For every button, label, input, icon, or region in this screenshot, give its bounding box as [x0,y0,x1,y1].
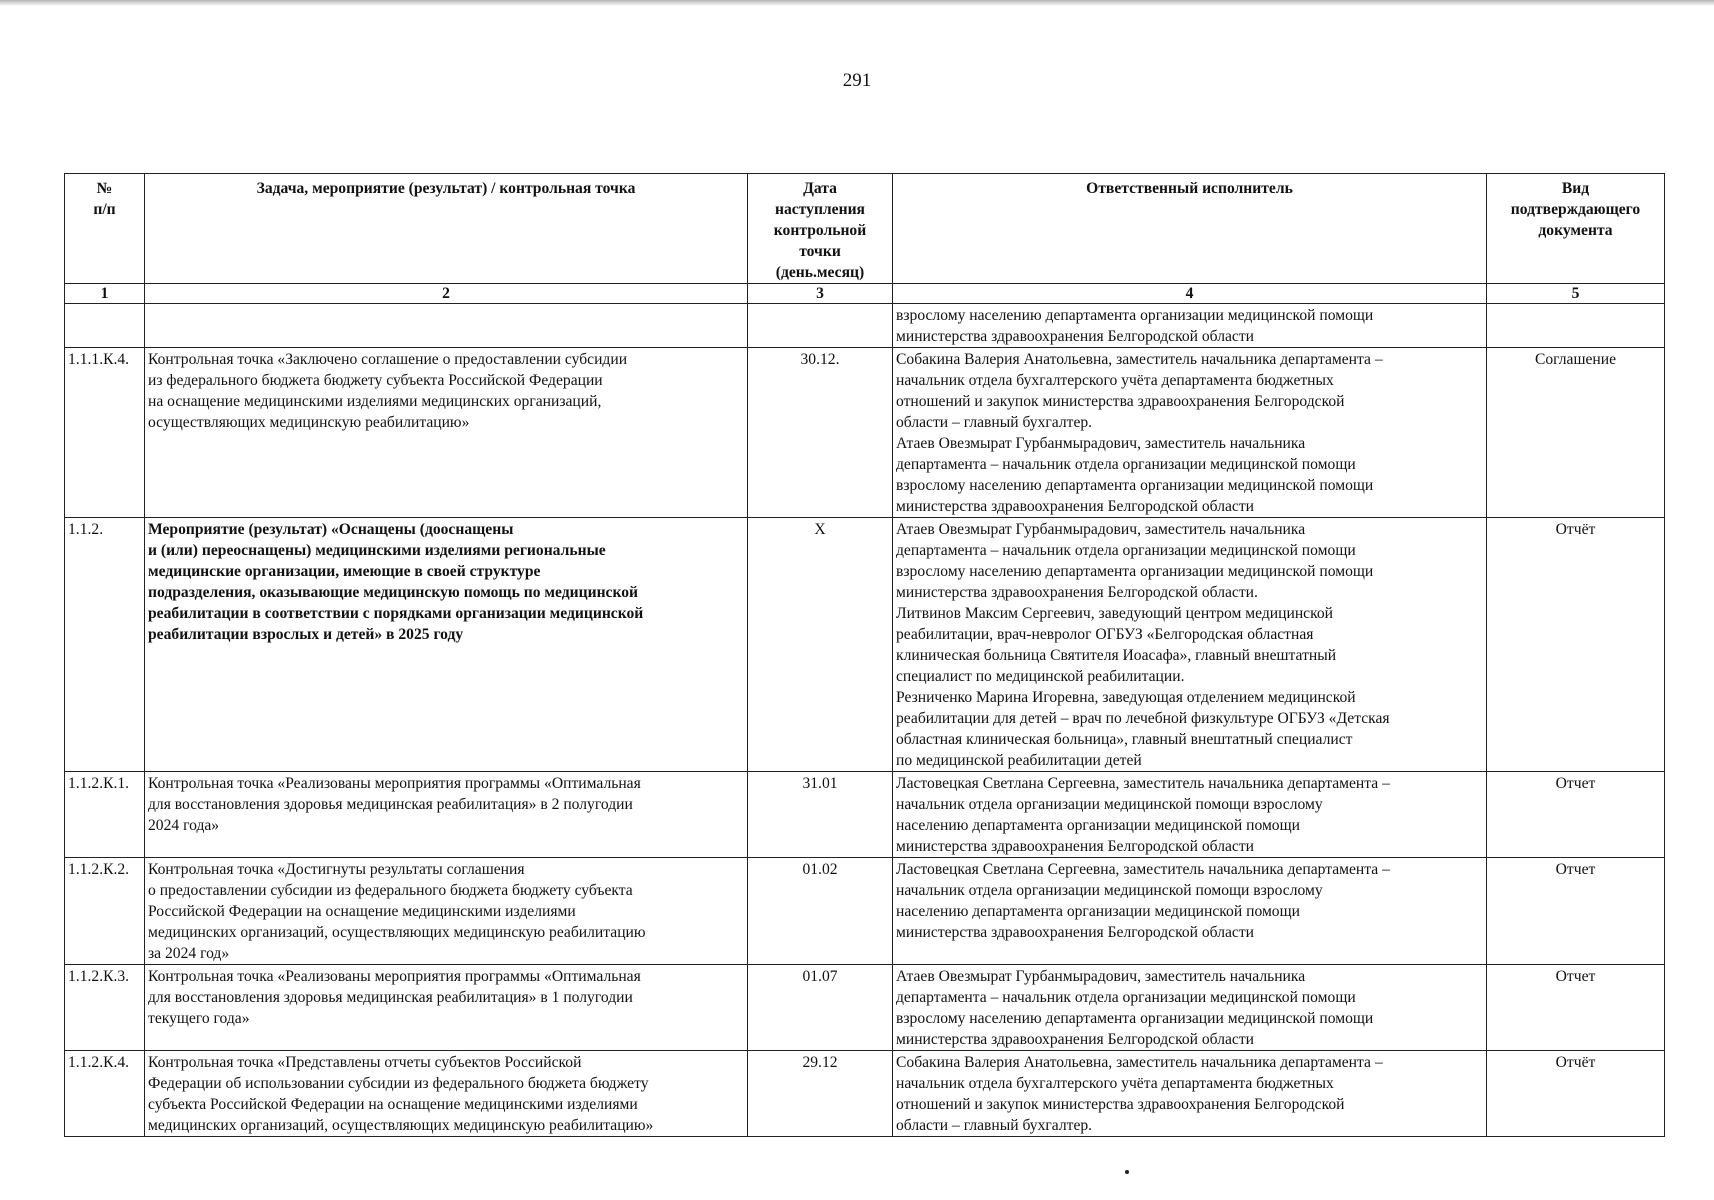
executor-line: начальник отдела бухгалтерского учёта департамента бюджетных [896,372,1334,389]
executor-line: области – главный бухгалтер. [896,1117,1093,1134]
executor-line: отношений и закупок министерства здравоохранения Белгородской [896,1096,1345,1113]
executor-line: населению департамента организации медицинской помощи [896,903,1300,920]
header-line: (день.месяц) [775,264,865,281]
table-row [65,1051,1665,1137]
task-line: для восстановления здоровья медицинская реабилитация» в 1 полугодии [148,989,633,1006]
task-line: о предоставлении субсидии из федерального бюджета бюджету субъекта [148,882,633,899]
executor-line: Собакина Валерия Анатольевна, заместитель начальника департамента – [896,351,1383,368]
column-index: 2 [145,284,748,304]
table-row [65,772,1665,858]
row-number-cell: 1.1.2.К.3. [65,965,145,1051]
task-cell [145,772,748,858]
column-index: 1 [65,284,145,304]
task-line: медицинских организаций, осуществляющих медицинскую реабилитацию [148,924,646,941]
document-type-cell: Отчёт [1487,1051,1665,1137]
table-row [65,304,1665,348]
task-line: 2024 года» [148,817,220,834]
task-cell [145,348,748,518]
executor-cell [893,304,1487,348]
date-cell: 01.07 [748,965,893,1051]
executor-line: взрослому населению департамента организации медицинской помощи [896,477,1374,494]
date-cell: 01.02 [748,858,893,965]
executor-line: Атаев Овезмырат Гурбанмырадович, заместитель начальника [896,968,1306,985]
task-line: Российской Федерации на оснащение медицинскими изделиями [148,903,576,920]
executor-line: отношений и закупок министерства здравоохранения Белгородской [896,393,1345,410]
executor-line: Собакина Валерия Анатольевна, заместитель начальника департамента – [896,1054,1383,1071]
executor-line: Ластовецкая Светлана Сергеевна, заместитель начальника департамента – [896,775,1390,792]
task-cell [145,965,748,1051]
task-line: Контрольная точка «Реализованы мероприятия программы «Оптимальная [148,968,641,985]
executor-line: взрослому населению департамента организации медицинской помощи [896,563,1374,580]
header-line: подтверждающего [1510,201,1641,218]
task-line: реабилитации в соответствии с порядками организации медицинской [148,605,644,622]
column-index: 3 [748,284,893,304]
task-cell [145,304,748,348]
task-line: Контрольная точка «Достигнуты результаты соглашения [148,861,525,878]
date-cell: Х [748,518,893,772]
executor-line: департамента – начальник отдела организации медицинской помощи [896,989,1356,1006]
date-cell [748,304,893,348]
header-date [748,174,893,284]
task-line: Федерации об использовании субсидии из федерального бюджета бюджету [148,1075,649,1092]
task-line: Контрольная точка «Заключено соглашение о предоставлении субсидии [148,351,628,368]
executor-cell [893,858,1487,965]
task-line: для восстановления здоровья медицинская реабилитация» в 2 полугодии [148,796,633,813]
executor-line: Резниченко Марина Игоревна, заведующая отделением медицинской [896,689,1356,706]
task-cell [145,518,748,772]
executor-cell [893,348,1487,518]
scan-dot [1125,1170,1129,1174]
executor-line: области – главный бухгалтер. [896,414,1093,431]
executor-line: департамента – начальник отдела организации медицинской помощи [896,542,1356,559]
row-number-cell: 1.1.2.К.4. [65,1051,145,1137]
header-doc [1487,174,1665,284]
document-type-cell: Соглашение [1487,348,1665,518]
task-line: осуществляющих медицинскую реабилитацию» [148,414,470,431]
task-line: подразделения, оказывающие медицинскую помощь по медицинской [148,584,639,601]
row-number-cell: 1.1.2.К.1. [65,772,145,858]
date-cell: 29.12 [748,1051,893,1137]
header-line: п/п [93,201,116,218]
header-line: точки [799,243,841,260]
executor-line: министерства здравоохранения Белгородской области [896,838,1255,855]
executor-line: департамента – начальник отдела организации медицинской помощи [896,456,1356,473]
executor-cell [893,965,1487,1051]
executor-line: министерства здравоохранения Белгородской области [896,924,1255,941]
document-type-cell: Отчет [1487,858,1665,965]
task-cell [145,858,748,965]
header-line: документа [1538,222,1613,239]
table-row [65,518,1665,772]
executor-line: министерства здравоохранения Белгородской области. [896,584,1258,601]
task-line: Контрольная точка «Представлены отчеты субъектов Российской [148,1054,582,1071]
executor-line: начальник отдела организации медицинской помощи взрослому [896,796,1323,813]
executor-cell [893,1051,1487,1137]
executor-cell [893,518,1487,772]
document-type-cell [1487,304,1665,348]
scan-edge [0,0,1714,6]
task-line: Контрольная точка «Реализованы мероприятия программы «Оптимальная [148,775,641,792]
table-body [65,304,1665,1137]
executor-line: Литвинов Максим Сергеевич, заведующий центром медицинской [896,605,1334,622]
executor-line: специалист по медицинской реабилитации. [896,668,1185,685]
executor-line: министерства здравоохранения Белгородской области [896,1031,1255,1048]
task-line: на оснащение медицинскими изделиями медицинских организаций, [148,393,602,410]
header-line: наступления [774,201,865,218]
header-line: Вид [1561,180,1590,197]
date-cell: 31.01 [748,772,893,858]
header-line: Дата [803,180,837,197]
executor-line: взрослому населению департамента организации медицинской помощи [896,1010,1374,1027]
task-line: реабилитации взрослых и детей» в 2025 году [148,626,464,643]
executor-line: Атаев Овезмырат Гурбанмырадович, заместитель начальника [896,521,1306,538]
document-type-cell: Отчет [1487,965,1665,1051]
executor-line: областная клиническая больница», главный внештатный специалист [896,731,1353,748]
column-index: 5 [1487,284,1665,304]
row-number-cell: 1.1.1.К.4. [65,348,145,518]
task-line: текущего года» [148,1010,250,1027]
executor-line: реабилитации, врач-невролог ОГБУЗ «Белгородская областная [896,626,1314,643]
control-points-table [64,173,1665,1137]
document-type-cell: Отчёт [1487,518,1665,772]
executor-line: населению департамента организации медицинской помощи [896,817,1300,834]
task-line: и (или) переоснащены) медицинскими изделиями региональные [148,542,606,559]
row-number-cell: 1.1.2.К.2. [65,858,145,965]
executor-line: клиническая больница Святителя Иоасафа», главный внештатный [896,647,1337,664]
executor-cell [893,772,1487,858]
page-number: 291 [842,70,872,91]
executor-line: реабилитации для детей – врач по лечебной физкультуре ОГБУЗ «Детская [896,710,1390,727]
task-line: за 2024 год» [148,945,230,962]
task-line: медицинские организации, имеющие в своей структуре [148,563,541,580]
row-number-cell [65,304,145,348]
executor-line: начальник отдела организации медицинской помощи взрослому [896,882,1323,899]
executor-line: министерства здравоохранения Белгородской области [896,498,1255,515]
row-number-cell: 1.1.2. [65,518,145,772]
table-row [65,965,1665,1051]
task-line: субъекта Российской Федерации на оснащение медицинскими изделиями [148,1096,638,1113]
header-line: № [96,180,113,197]
header-line: Задача, мероприятие (результат) / контрольная точка [256,180,636,197]
task-line: из федерального бюджета бюджету субъекта Российской Федерации [148,372,603,389]
executor-line: министерства здравоохранения Белгородской области [896,328,1255,345]
column-index: 4 [893,284,1487,304]
executor-line: начальник отдела бухгалтерского учёта департамента бюджетных [896,1075,1334,1092]
task-cell [145,1051,748,1137]
header-num [65,174,145,284]
document-type-cell: Отчет [1487,772,1665,858]
date-cell: 30.12. [748,348,893,518]
table-header-row [65,174,1665,284]
header-executor [893,174,1487,284]
table-row [65,858,1665,965]
header-task [145,174,748,284]
task-line: Мероприятие (результат) «Оснащены (дооснащены [148,521,514,538]
executor-line: Атаев Овезмырат Гурбанмырадович, заместитель начальника [896,435,1306,452]
task-line: медицинских организаций, осуществляющих медицинскую реабилитацию» [148,1117,654,1134]
header-line: контрольной [773,222,867,239]
executor-line: по медицинской реабилитации детей [896,752,1142,769]
executor-line: Ластовецкая Светлана Сергеевна, заместитель начальника департамента – [896,861,1390,878]
table-row [65,348,1665,518]
executor-line: взрослому населению департамента организации медицинской помощи [896,307,1374,324]
header-line: Ответственный исполнитель [1086,180,1293,197]
column-index-row [65,284,1665,304]
